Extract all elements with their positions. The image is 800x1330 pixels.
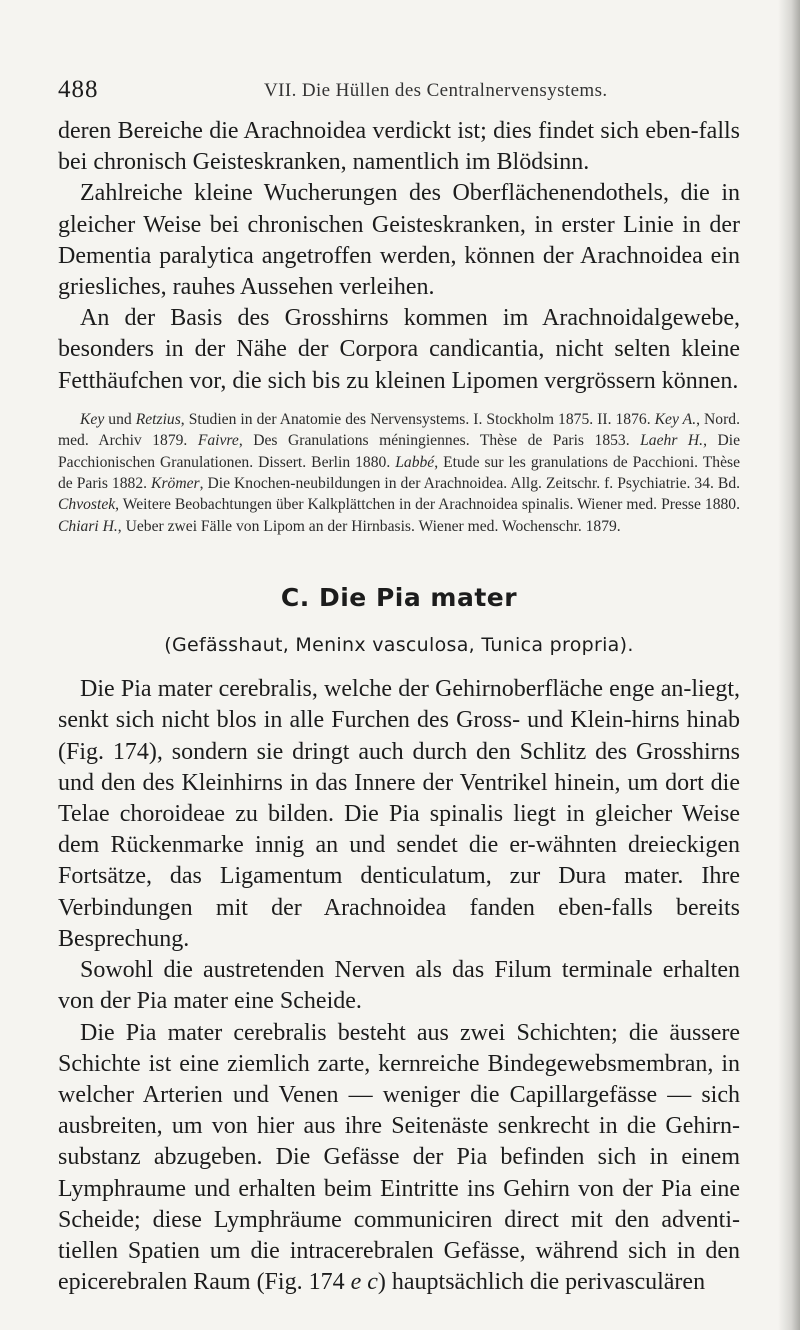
reference-text: , Studien in der Anatomie des Nervensystems. I. Stockholm 1875. II. 1876.	[180, 410, 655, 428]
reference-author: Chiari H.	[58, 517, 118, 535]
paragraph-text: ) hauptsächlich die perivasculären	[377, 1269, 706, 1296]
body-paragraph: An der Basis des Grosshirns kommen im Arachnoidalgewebe, besonders in der Nähe der Corpora candicantia, nicht selten kleine Fetthäufchen vor, die sich bis zu kleinen Lipomen vergrössern können.	[58, 305, 740, 394]
reference-text: , Die Pacchionischen Granulationen. Dissert. Berlin 1880.	[58, 432, 740, 471]
section-title: C. Die Pia mater	[280, 583, 518, 613]
section-subtitle: (Gefässhaut, Meninx vasculosa, Tunica propria).	[164, 634, 634, 657]
body-paragraph: Die Pia mater cerebralis, welche der Gehirnoberfläche enge an-liegt, senkt sich nicht blos in alle Furchen des Gross- und Klein-hirns hinab (Fig. 174), sondern sie dringt auch durch den Schlitz des Grosshirns und den des Kleinhirns in das Innere der Ventrikel hinein, um dort die Telae choroideae zu bilden. Die Pia spinalis liegt in gleicher Weise dem Rückenmarke innig an und sendet die er-wähnten dreieckigen Fortsätze, das Ligamentum denticulatum, zur Dura mater. Ihre Verbindungen mit der Arachnoidea fanden eben-falls bereits Besprechung.	[58, 676, 740, 952]
reference-text: und	[104, 410, 136, 428]
reference-author: Chvostek	[58, 496, 116, 514]
reference-author: Key A.	[654, 410, 697, 428]
reference-text: , Ueber zwei Fälle von Lipom an der Hirnbasis. Wiener med. Wochenschr. 1879.	[117, 517, 621, 535]
body-paragraph: deren Bereiche die Arachnoidea verdickt ist; dies findet sich eben-falls bei chronisch Geisteskranken, namentlich im Blödsinn.	[58, 118, 740, 176]
page-edge-shadow	[778, 0, 800, 1330]
reference-text: , Weitere Beobachtungen über Kalkplättchen in der Arachnoidea spinalis. Wiener med. Presse 1880.	[115, 496, 740, 514]
reference-author: Faivre	[197, 432, 239, 450]
reference-author: Krömer	[151, 475, 200, 493]
reference-author: Labbé	[395, 453, 435, 471]
body-paragraph: Zahlreiche kleine Wucherungen des Oberflächenendothels, die in gleicher Weise bei chronischen Geisteskranken, in erster Linie in der Dementia paralytica angetroffen werden, können der Arachnoidea ein griesliches, rauhes Aussehen verleihen.	[58, 180, 740, 301]
reference-text: , Nord. med. Archiv 1879.	[58, 410, 740, 450]
reference-author: Key	[80, 410, 105, 428]
bibliography-references	[58, 409, 740, 537]
page-header	[58, 74, 738, 114]
reference-author: Laehr H.	[640, 432, 704, 450]
reference-author: Retzius	[135, 410, 181, 428]
figure-label: e c	[350, 1269, 378, 1296]
page-number: 488	[58, 76, 99, 103]
body-paragraph	[58, 1018, 740, 1299]
running-head: VII. Die Hüllen des Centralnervensystems.	[264, 80, 608, 101]
page-body	[58, 116, 740, 1298]
reference-text: , Des Granulations méningiennes. Thèse de Paris 1853.	[238, 432, 641, 450]
reference-text: , Etude sur les granulations de Pacchioni. Thèse de Paris 1882.	[58, 453, 740, 493]
paragraph-text: Die Pia mater cerebralis besteht aus zwei Schichten; die äussere Schichte ist eine ziemlich zarte, kernreiche Bindegewebsmembran, in welcher Arterien und Venen — weniger die Capillargefässe — sich ausbreiten, um von hier aus ihre Seitenäste senkrecht in die Gehirn-substanz abzugeben. Die Gefässe der Pia befinden sich in einem Lymphraume und erhalten beim Eintritte ins Gehirn von der Pia eine Scheide; diese Lymphräume communiciren direct mit den adventi-tiellen Spatien um die intracerebralen Gefässe, während sich in den epicerebralen Raum (Fig. 174	[58, 1019, 740, 1296]
reference-text: , Die Knochen-neubildungen in der Arachnoidea. Allg. Zeitschr. f. Psychiatrie. 34. Bd.	[199, 475, 741, 493]
body-paragraph: Sowohl die austretenden Nerven als das Filum terminale erhalten von der Pia mater eine Scheide.	[58, 957, 740, 1015]
